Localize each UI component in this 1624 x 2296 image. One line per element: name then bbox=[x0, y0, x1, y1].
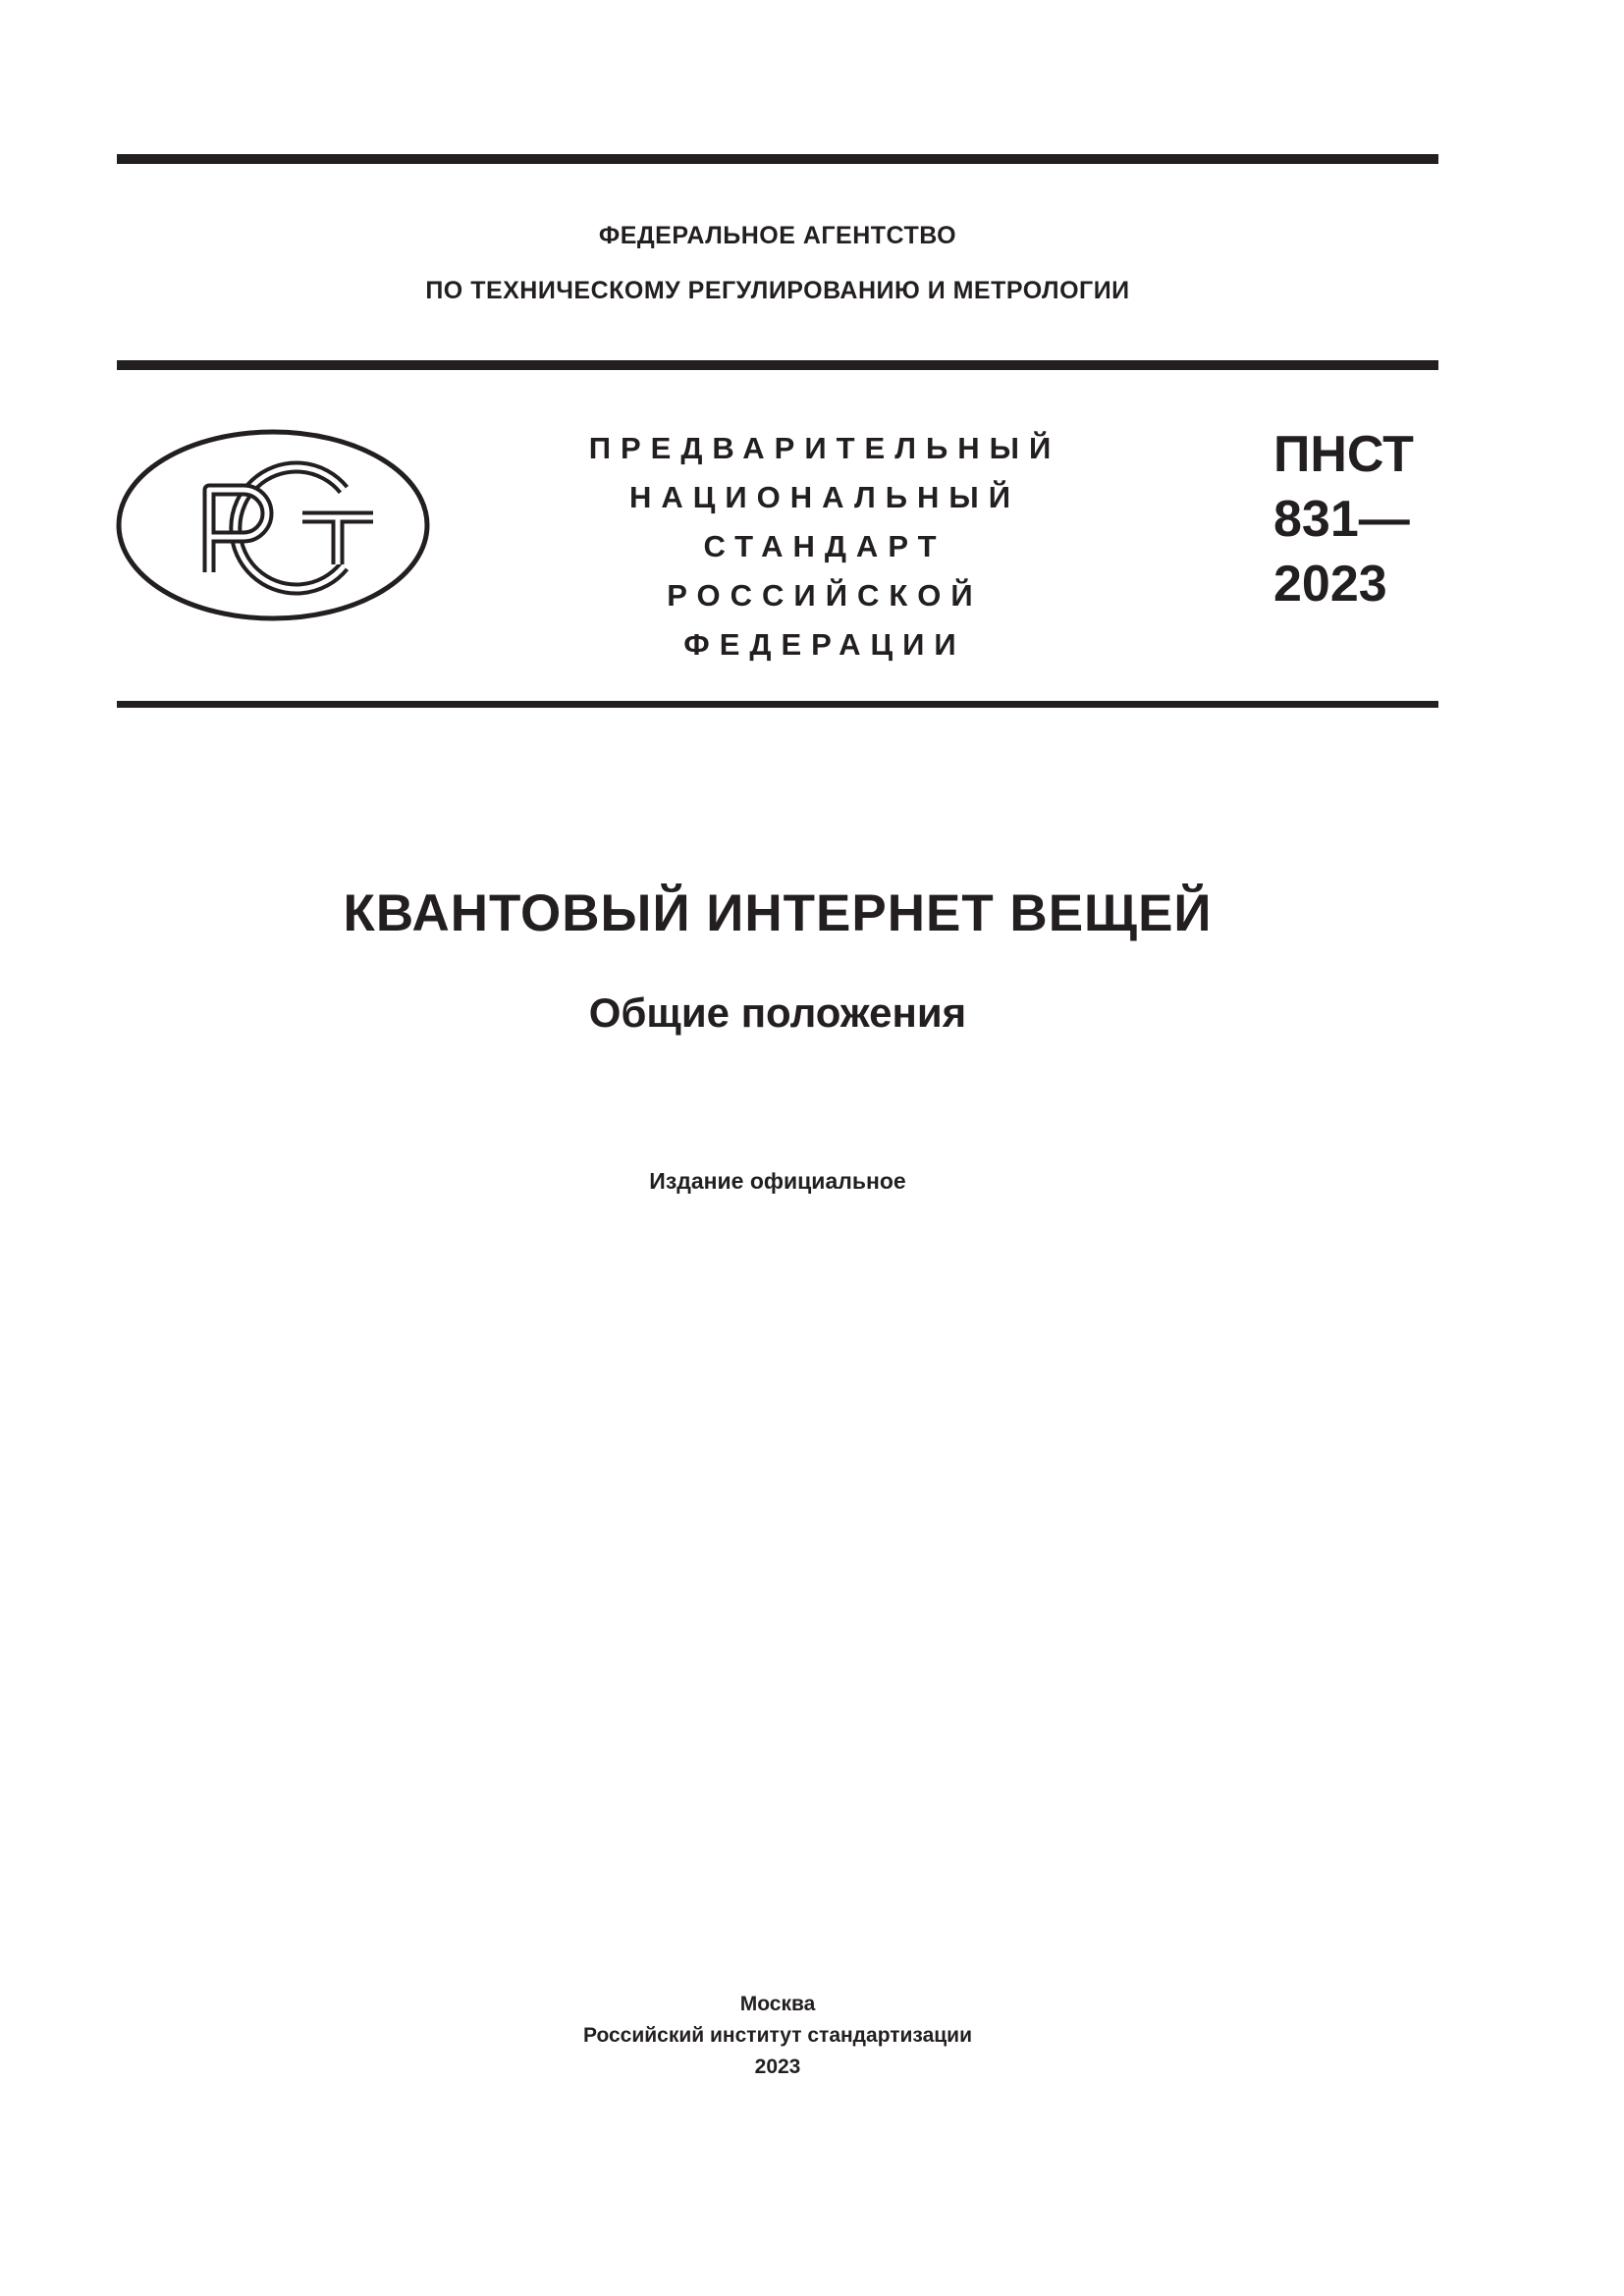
imprint-city: Москва bbox=[739, 1993, 816, 2015]
document-title: КВАНТОВЫЙ ИНТЕРНЕТ ВЕЩЕЙ bbox=[343, 884, 1213, 942]
designation-prefix: ПНСТ bbox=[1273, 426, 1414, 483]
edition-note: Издание официальное bbox=[649, 1168, 906, 1194]
imprint bbox=[117, 1989, 1438, 2083]
designation-number: 831— bbox=[1273, 491, 1410, 548]
agency-name-line-1: ФЕДЕРАЛЬНОЕ АГЕНТСТВО bbox=[598, 222, 957, 249]
standard-designation bbox=[1273, 422, 1414, 616]
document-subtitle: Общие положения bbox=[588, 989, 967, 1036]
header-rule bbox=[117, 360, 1438, 370]
designation-year: 2023 bbox=[1273, 556, 1387, 613]
standard-type-line: РОССИЙСКОЙ bbox=[667, 578, 983, 613]
imprint-year: 2023 bbox=[754, 2056, 801, 2078]
standard-type-line: ПРЕДВАРИТЕЛЬНЫЙ bbox=[588, 431, 1061, 465]
imprint-publisher: Российский институт стандартизации bbox=[582, 2024, 973, 2047]
standard-type-line: СТАНДАРТ bbox=[703, 529, 947, 563]
agency-name-line-2: ПО ТЕХНИЧЕСКОМУ РЕГУЛИРОВАНИЮ И МЕТРОЛОГИИ bbox=[425, 277, 1130, 304]
standard-type-line: НАЦИОНАЛЬНЫЙ bbox=[628, 480, 1021, 514]
standard-type bbox=[550, 424, 1100, 669]
standard-type-line: ФЕДЕРАЦИИ bbox=[683, 627, 966, 662]
section-rule bbox=[117, 701, 1438, 708]
gost-r-mark-icon bbox=[116, 429, 430, 621]
top-rule bbox=[117, 154, 1438, 164]
